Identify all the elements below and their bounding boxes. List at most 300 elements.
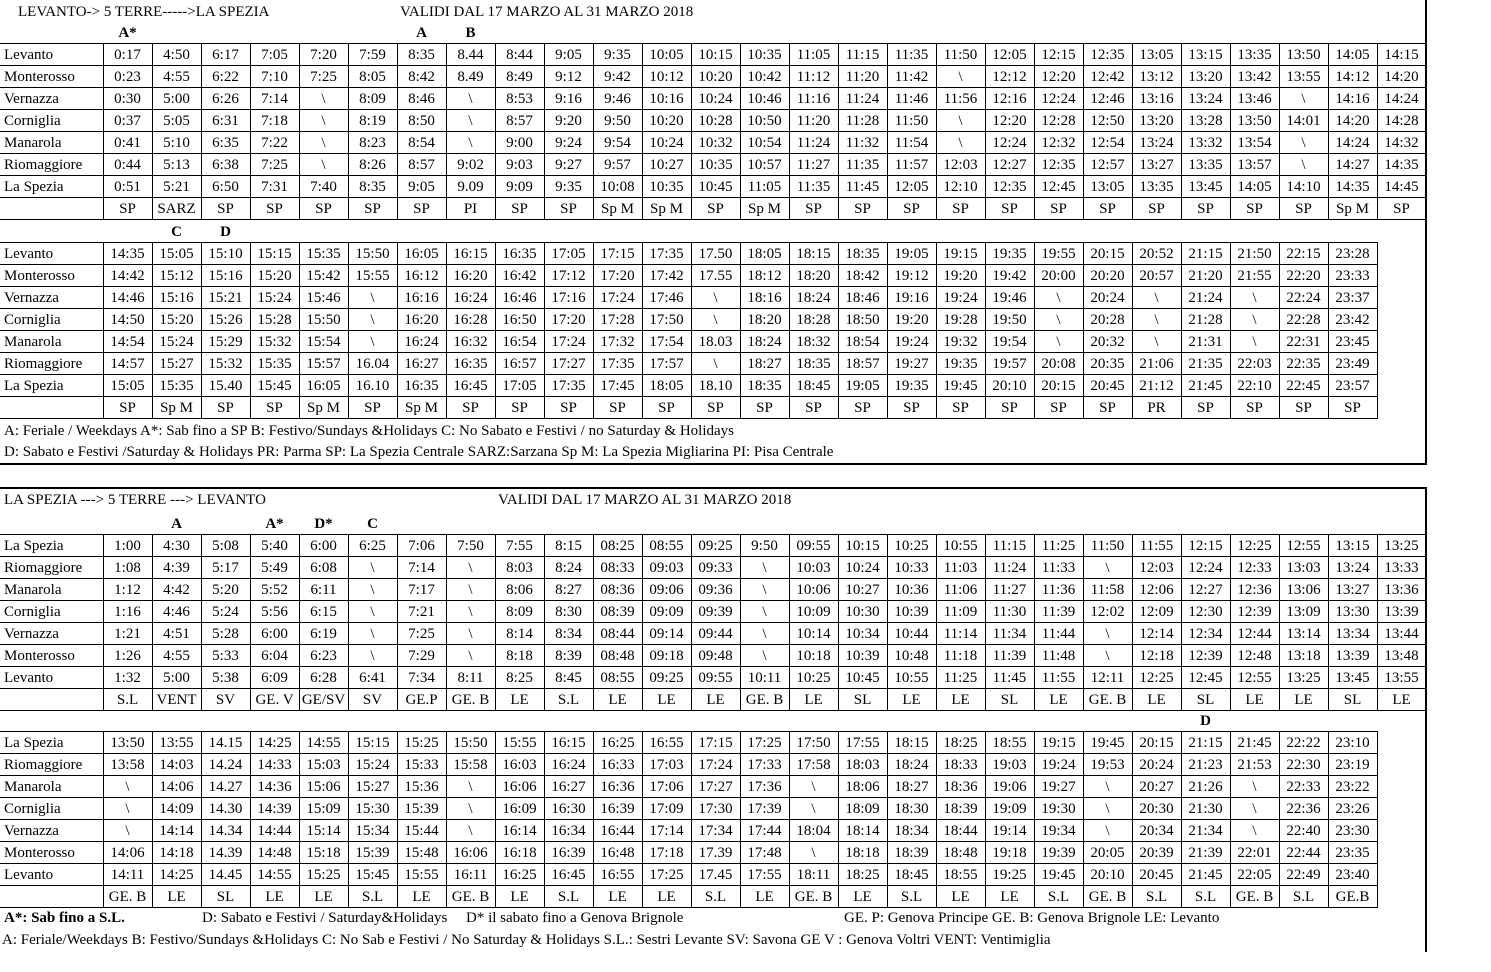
time-cell: 12:24 <box>985 132 1034 154</box>
time-cell: 15:24 <box>250 287 299 309</box>
time-cell: 8:30 <box>544 601 593 623</box>
destination-cell: SP <box>544 198 593 220</box>
time-cell: 7:40 <box>299 176 348 198</box>
time-cell: 11:15 <box>838 44 887 66</box>
note-cell: D* <box>314 516 333 532</box>
time-cell: 12:16 <box>985 88 1034 110</box>
time-cell: 8:25 <box>495 667 544 689</box>
time-cell: 18:05 <box>740 243 789 265</box>
time-cell: 7:59 <box>348 44 397 66</box>
time-cell: 14:24 <box>1377 88 1426 110</box>
timetable-row <box>0 667 1426 689</box>
time-cell: 20:57 <box>1132 265 1181 287</box>
time-cell: 20:15 <box>1083 243 1132 265</box>
time-cell: 15:42 <box>299 265 348 287</box>
time-cell: 15:20 <box>152 309 201 331</box>
time-cell: 8:06 <box>495 579 544 601</box>
time-cell: 23:45 <box>1328 331 1377 353</box>
timetable-row <box>0 154 1426 176</box>
destination-cell: GE. B <box>1083 689 1132 711</box>
time-cell: 15:39 <box>348 842 397 864</box>
time-cell: 14:25 <box>250 732 299 754</box>
time-cell: \ <box>936 66 985 88</box>
time-cell: 7:20 <box>299 44 348 66</box>
destination-cell: LE <box>152 886 201 908</box>
time-cell: 14:06 <box>103 842 152 864</box>
time-cell: 10:50 <box>740 110 789 132</box>
note-cell <box>397 514 446 535</box>
note-cell <box>152 23 201 44</box>
station-name: La Spezia <box>0 375 103 397</box>
time-cell: 17:42 <box>642 265 691 287</box>
time-cell: 5:00 <box>152 88 201 110</box>
time-cell: \ <box>446 776 495 798</box>
time-cell: 12:24 <box>1181 557 1230 579</box>
time-cell: 11:50 <box>936 44 985 66</box>
destination-cell: LE <box>299 886 348 908</box>
time-cell: 10:27 <box>838 579 887 601</box>
time-cell: 11:05 <box>740 176 789 198</box>
timetable-row <box>0 331 1377 353</box>
time-cell: 16:39 <box>544 842 593 864</box>
time-cell: 13:06 <box>1279 579 1328 601</box>
time-cell: 17:25 <box>642 864 691 886</box>
time-cell: 10:39 <box>838 645 887 667</box>
time-cell: 20:28 <box>1083 309 1132 331</box>
time-cell: 10:45 <box>838 667 887 689</box>
time-cell: 17:50 <box>642 309 691 331</box>
note-cell <box>1230 711 1279 732</box>
time-cell: 14.30 <box>201 798 250 820</box>
legend-line-2: D: Sabato e Festivi /Saturday & Holidays PR: Parma SP: La Spezia Centrale SARZ:Sarzana Sp M: La Spezia Migliarina PI: Pisa Centrale <box>4 444 834 460</box>
time-cell: 15:14 <box>299 820 348 842</box>
time-cell: 13:15 <box>1328 535 1377 557</box>
time-cell: 18.10 <box>691 375 740 397</box>
time-cell: \ <box>103 776 152 798</box>
time-cell: 13:20 <box>1181 66 1230 88</box>
time-cell: 21:31 <box>1181 331 1230 353</box>
time-cell: 18:25 <box>936 732 985 754</box>
time-cell: 18:55 <box>985 732 1034 754</box>
time-cell: 8:39 <box>544 645 593 667</box>
time-cell: 13:42 <box>1230 66 1279 88</box>
time-cell: 8:50 <box>397 110 446 132</box>
time-cell: 17:35 <box>642 243 691 265</box>
time-cell: 1:12 <box>103 579 152 601</box>
time-cell: 16:06 <box>495 776 544 798</box>
time-cell: 7:14 <box>250 88 299 110</box>
time-cell: 6:08 <box>299 557 348 579</box>
time-cell: 11:35 <box>838 154 887 176</box>
time-cell: 11:36 <box>1034 579 1083 601</box>
destination-cell: LE <box>642 886 691 908</box>
time-cell: 18:39 <box>887 842 936 864</box>
time-cell: 08:33 <box>593 557 642 579</box>
time-cell: 9:20 <box>544 110 593 132</box>
time-cell: 20:20 <box>1083 265 1132 287</box>
time-cell: 13:27 <box>1328 579 1377 601</box>
time-cell: 11:56 <box>936 88 985 110</box>
time-cell: 15:25 <box>299 864 348 886</box>
destination-cell: LE <box>887 689 936 711</box>
time-cell: 17:35 <box>544 375 593 397</box>
time-cell: 12:24 <box>1034 88 1083 110</box>
time-cell: 18:06 <box>838 776 887 798</box>
time-cell: \ <box>446 820 495 842</box>
destination-cell: SP <box>103 198 152 220</box>
time-cell: 21:53 <box>1230 754 1279 776</box>
time-cell: 13:55 <box>1279 66 1328 88</box>
note-cell <box>642 514 691 535</box>
time-cell: 18:11 <box>789 864 838 886</box>
note-cell <box>250 23 299 44</box>
time-cell: 18:27 <box>740 353 789 375</box>
note-cell <box>936 23 985 44</box>
destination-cell: SL <box>201 886 250 908</box>
time-cell: 09:09 <box>642 601 691 623</box>
destination-cell: SP <box>1083 397 1132 419</box>
note-cell: A* <box>265 516 284 532</box>
time-cell: 11:16 <box>789 88 838 110</box>
time-cell: 11:20 <box>789 110 838 132</box>
time-cell: 18:18 <box>838 842 887 864</box>
note-cell <box>1083 23 1132 44</box>
time-cell: 11:45 <box>985 667 1034 689</box>
time-cell: 15:58 <box>446 754 495 776</box>
time-cell: 15:36 <box>397 776 446 798</box>
time-cell: 16:05 <box>299 375 348 397</box>
destination-cell: SARZ <box>152 198 201 220</box>
time-cell: 18:16 <box>740 287 789 309</box>
note-cell <box>593 514 642 535</box>
station-name: La Spezia <box>0 732 103 754</box>
note-cell <box>691 514 740 535</box>
time-cell: 10:48 <box>887 645 936 667</box>
time-cell: 21:34 <box>1181 820 1230 842</box>
time-cell: 18:36 <box>936 776 985 798</box>
station-name: Levanto <box>0 667 103 689</box>
destination-cell: S.L <box>1279 886 1328 908</box>
destination-cell: Sp M <box>642 198 691 220</box>
time-cell: 10:06 <box>789 579 838 601</box>
time-cell: 20:24 <box>1083 287 1132 309</box>
time-cell: 13:39 <box>1328 645 1377 667</box>
notes-row <box>0 514 1426 535</box>
time-cell: 16:18 <box>495 842 544 864</box>
note-cell <box>985 23 1034 44</box>
time-cell: 23:19 <box>1328 754 1377 776</box>
time-cell: 0:23 <box>103 66 152 88</box>
note-cell: A <box>171 516 182 532</box>
destination-cell: Sp M <box>1328 198 1377 220</box>
time-cell: 12:15 <box>1181 535 1230 557</box>
time-cell: 13:34 <box>1328 623 1377 645</box>
time-cell: \ <box>740 557 789 579</box>
timetable-row <box>0 623 1426 645</box>
time-cell: 1:00 <box>103 535 152 557</box>
time-cell: \ <box>1083 820 1132 842</box>
time-cell: 18:35 <box>789 353 838 375</box>
time-cell: 16:24 <box>397 331 446 353</box>
destination-cell: GE. B <box>103 886 152 908</box>
legend-line-2: A: Feriale/Weekdays B: Festivo/Sundays &Holidays C: No Sab e Festivi / No Saturday & Holidays S.L.: Sestri Levante SV: Savona GE V : Genova Voltri VENT: Ventimiglia <box>2 932 1051 948</box>
time-cell: 7:25 <box>250 154 299 176</box>
station-name: Levanto <box>0 864 103 886</box>
timetable-row <box>0 535 1426 557</box>
station-name: La Spezia <box>0 535 103 557</box>
note-cell <box>495 711 544 732</box>
destination-cell: SP <box>299 198 348 220</box>
destination-cell: SP <box>838 397 887 419</box>
timetable-row <box>0 265 1377 287</box>
time-cell: 22:30 <box>1279 754 1328 776</box>
time-cell: 20:39 <box>1132 842 1181 864</box>
note-cell: C <box>171 224 182 240</box>
time-cell: 10:03 <box>789 557 838 579</box>
time-cell: 10:24 <box>838 557 887 579</box>
time-cell: 5:40 <box>250 535 299 557</box>
note-cell <box>936 222 985 243</box>
note-cell <box>740 514 789 535</box>
time-cell: 16:28 <box>446 309 495 331</box>
time-cell: 16:55 <box>593 864 642 886</box>
destination-cell: GE.P <box>397 689 446 711</box>
note-cell <box>1377 514 1426 535</box>
time-cell: 22:03 <box>1230 353 1279 375</box>
note-cell: C <box>367 516 378 532</box>
frame-right <box>1425 0 1427 465</box>
note-cell <box>1132 514 1181 535</box>
destination-cell: GE. B <box>1230 886 1279 908</box>
time-cell: 6:19 <box>299 623 348 645</box>
time-cell: 22:05 <box>1230 864 1279 886</box>
time-cell: 12:36 <box>1230 579 1279 601</box>
note-cell <box>250 711 299 732</box>
time-cell: 16:15 <box>544 732 593 754</box>
time-cell: 15:05 <box>103 375 152 397</box>
time-cell: 15:34 <box>348 820 397 842</box>
time-cell: 16:16 <box>397 287 446 309</box>
time-cell: 19:20 <box>936 265 985 287</box>
time-cell: 6:00 <box>250 623 299 645</box>
time-cell: 11:39 <box>1034 601 1083 623</box>
time-cell: 11:46 <box>887 88 936 110</box>
time-cell: 15:57 <box>299 353 348 375</box>
destination-cell: SP <box>887 397 936 419</box>
time-cell: 17:15 <box>593 243 642 265</box>
time-cell: 14.34 <box>201 820 250 842</box>
time-cell: 0:37 <box>103 110 152 132</box>
time-cell: 6:50 <box>201 176 250 198</box>
time-cell: \ <box>299 154 348 176</box>
time-cell: 08:39 <box>593 601 642 623</box>
time-cell: 17:03 <box>642 754 691 776</box>
time-cell: 11:24 <box>838 88 887 110</box>
time-cell: 19:28 <box>936 309 985 331</box>
time-cell: 4:39 <box>152 557 201 579</box>
destination-cell: SP <box>250 198 299 220</box>
time-cell: 12:28 <box>1034 110 1083 132</box>
time-cell: 16:14 <box>495 820 544 842</box>
time-cell: 11:12 <box>789 66 838 88</box>
time-cell: 19:03 <box>985 754 1034 776</box>
time-cell: 14.15 <box>201 732 250 754</box>
time-cell: 11:55 <box>1034 667 1083 689</box>
time-cell: 14:35 <box>1328 176 1377 198</box>
time-cell: 4:51 <box>152 623 201 645</box>
time-cell: 15:03 <box>299 754 348 776</box>
time-cell: 22:20 <box>1279 265 1328 287</box>
time-cell: 13:35 <box>1230 44 1279 66</box>
time-cell: 21:28 <box>1181 309 1230 331</box>
time-cell: 23:26 <box>1328 798 1377 820</box>
time-cell: 18:20 <box>789 265 838 287</box>
destination-cell: Sp M <box>740 198 789 220</box>
timetable-row <box>0 287 1377 309</box>
time-cell: 1:32 <box>103 667 152 689</box>
time-cell: 9:50 <box>740 535 789 557</box>
time-cell: \ <box>1083 798 1132 820</box>
note-cell <box>691 711 740 732</box>
time-cell: 17.39 <box>691 842 740 864</box>
time-cell: 19:05 <box>838 375 887 397</box>
time-cell: 7:05 <box>250 44 299 66</box>
time-cell: 12:55 <box>1230 667 1279 689</box>
time-cell: 19:35 <box>985 243 1034 265</box>
time-cell: 16:06 <box>446 842 495 864</box>
time-cell: 09:25 <box>642 667 691 689</box>
time-cell: 13:18 <box>1279 645 1328 667</box>
time-cell: 12:05 <box>985 44 1034 66</box>
time-cell: 15:21 <box>201 287 250 309</box>
time-cell: 09:48 <box>691 645 740 667</box>
station-name: Corniglia <box>0 798 103 820</box>
note-cell <box>740 23 789 44</box>
time-cell: 0:30 <box>103 88 152 110</box>
time-cell: 12:35 <box>1083 44 1132 66</box>
time-cell: 08:44 <box>593 623 642 645</box>
destination-cell: SP <box>1328 397 1377 419</box>
time-cell: 18:45 <box>887 864 936 886</box>
time-cell: 15:16 <box>152 287 201 309</box>
time-cell: 23:10 <box>1328 732 1377 754</box>
time-cell: 20:52 <box>1132 243 1181 265</box>
time-cell: 13:54 <box>1230 132 1279 154</box>
time-cell: 18:25 <box>838 864 887 886</box>
time-cell: 16:48 <box>593 842 642 864</box>
time-cell: 14:35 <box>1377 154 1426 176</box>
time-cell: 13:25 <box>1377 535 1426 557</box>
note-cell <box>1181 222 1230 243</box>
time-cell: 17:55 <box>740 864 789 886</box>
time-cell: 15:54 <box>299 331 348 353</box>
time-cell: 8:15 <box>544 535 593 557</box>
time-cell: 09:25 <box>691 535 740 557</box>
time-cell: \ <box>1230 776 1279 798</box>
time-cell: 14:05 <box>1328 44 1377 66</box>
time-cell: 16:57 <box>495 353 544 375</box>
time-cell: 11:35 <box>887 44 936 66</box>
time-cell: 14:48 <box>250 842 299 864</box>
time-cell: 7:34 <box>397 667 446 689</box>
legend-line-1: A: Feriale / Weekdays A*: Sab fino a SP B: Festivo/Sundays &Holidays C: No Sabato e Festivi / no Saturday & Holidays <box>4 423 735 439</box>
time-cell: \ <box>789 798 838 820</box>
note-cell <box>985 222 1034 243</box>
destination-cell: LE <box>397 886 446 908</box>
time-cell: 22:10 <box>1230 375 1279 397</box>
time-cell: 18:30 <box>887 798 936 820</box>
time-cell: 7:50 <box>446 535 495 557</box>
destination-cell: SP <box>1279 198 1328 220</box>
time-cell: 17:45 <box>593 375 642 397</box>
destination-cell: LE <box>691 689 740 711</box>
time-cell: 6:35 <box>201 132 250 154</box>
time-cell: 19:45 <box>1083 732 1132 754</box>
time-cell: 15:06 <box>299 776 348 798</box>
destination-cell: S.L <box>1034 886 1083 908</box>
note-cell <box>103 222 152 243</box>
timetable-row <box>0 66 1426 88</box>
time-cell: 8:44 <box>495 44 544 66</box>
time-cell: 19:16 <box>887 287 936 309</box>
time-cell: 23:35 <box>1328 842 1377 864</box>
time-cell: 13:36 <box>1377 579 1426 601</box>
time-cell: 12:32 <box>1034 132 1083 154</box>
time-cell: 18:42 <box>838 265 887 287</box>
destination-cell: GE/SV <box>299 689 348 711</box>
destination-cell: SP <box>397 198 446 220</box>
time-cell: 12:45 <box>1181 667 1230 689</box>
time-cell: 13:46 <box>1230 88 1279 110</box>
note-cell <box>446 711 495 732</box>
time-cell: 9:35 <box>593 44 642 66</box>
time-cell: 16:15 <box>446 243 495 265</box>
time-cell: 16:45 <box>544 864 593 886</box>
note-cell <box>1279 222 1328 243</box>
time-cell: \ <box>1083 776 1132 798</box>
time-cell: \ <box>348 557 397 579</box>
time-cell: 12:05 <box>887 176 936 198</box>
station-name: Vernazza <box>0 623 103 645</box>
note-cell <box>593 711 642 732</box>
note-cell <box>642 711 691 732</box>
time-cell: 16:44 <box>593 820 642 842</box>
time-cell: 14.39 <box>201 842 250 864</box>
time-cell: 12:35 <box>1034 154 1083 176</box>
time-cell: 11:35 <box>789 176 838 198</box>
time-cell: 18:32 <box>789 331 838 353</box>
time-cell: 16.10 <box>348 375 397 397</box>
time-cell: 18:39 <box>936 798 985 820</box>
note-cell <box>642 23 691 44</box>
time-cell: 14:03 <box>152 754 201 776</box>
time-cell: 16:35 <box>397 375 446 397</box>
time-cell: 14.27 <box>201 776 250 798</box>
time-cell: 13:14 <box>1279 623 1328 645</box>
destination-cell: SL <box>985 689 1034 711</box>
time-cell: 19:24 <box>936 287 985 309</box>
time-cell: 18:57 <box>838 353 887 375</box>
destination-cell: SL <box>1328 689 1377 711</box>
time-cell: 19:24 <box>887 331 936 353</box>
time-cell: 6:25 <box>348 535 397 557</box>
note-cell <box>397 711 446 732</box>
destination-cell: SP <box>103 397 152 419</box>
time-cell: \ <box>446 645 495 667</box>
time-cell: 09:06 <box>642 579 691 601</box>
time-cell: 10:35 <box>691 154 740 176</box>
time-cell: \ <box>446 110 495 132</box>
